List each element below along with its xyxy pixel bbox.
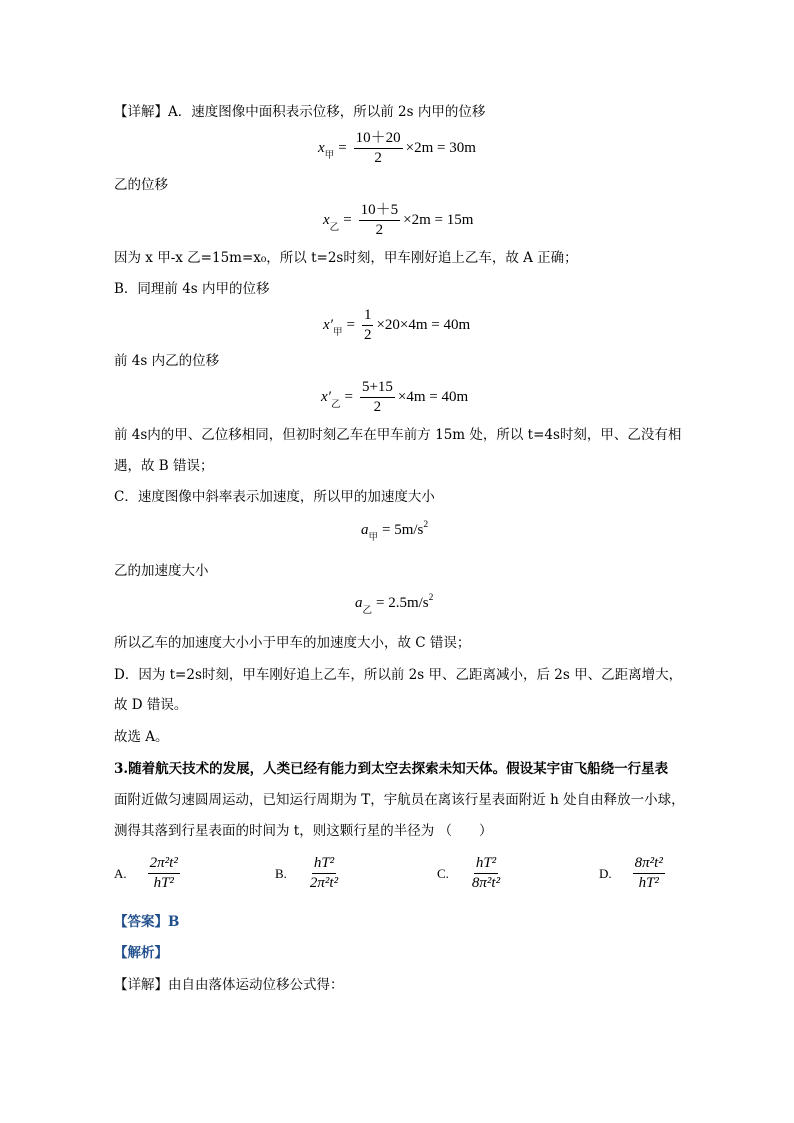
option-c: C. $\frac{\text{hT²}}{\text{8π²t²}}$ (437, 855, 501, 891)
text-line: 乙的位移 (114, 177, 168, 193)
equation-x-yi-2s: x 乙 = $\frac{10+5}{2}$ ×2m = 15m (323, 202, 474, 238)
answer-label: 【答案】B (114, 914, 180, 930)
equation-x-jia-4s: x′ 甲 = $\frac{1}{2}$ ×20×4m = 40m (323, 307, 471, 343)
detail-label: 【详解】由自由落体运动位移公式得： (114, 977, 344, 993)
text-line: 遇，故 B 错误； (114, 458, 214, 474)
question-line: 3.随着航天技术的发展，人类已经有能力到太空去探索未知天体。假设某宇宙飞船绕一行星表 (114, 761, 669, 777)
option-a: A. $\frac{\text{2π²t²}}{\text{hT²}}$ (114, 855, 178, 891)
text-line: 前 4s 内乙的位移 (114, 353, 220, 369)
equation-a-yi: a 乙 = 2.5m/s 2 (355, 592, 434, 616)
equation-a-jia: a 甲 = 5m/s 2 (361, 519, 429, 543)
text-line: 乙的加速度大小 (114, 563, 209, 579)
text-line: D．因为 t=2s时刻，甲车刚好追上乙车，所以前 2s 甲、乙距离减小，后 2s 甲、乙距离增大， (114, 667, 683, 683)
text-line: C．速度图像中斜率表示加速度，所以甲的加速度大小 (114, 489, 435, 505)
text-line: 故 D 错误。 (114, 697, 188, 713)
text-line: 所以乙车的加速度大小小于甲车的加速度大小，故 C 错误； (114, 635, 471, 651)
option-d: D. $\frac{\text{8π²t²}}{\text{hT²}}$ (599, 855, 663, 891)
equation-x-jia-2s: x 甲 = $\frac{10+20}{2}$ ×2m = 30m (318, 130, 476, 166)
text-line: 因为 x 甲-x 乙=15m=x₀，所以 t=2s时刻，甲车刚好追上乙车，故 A 正确； (114, 250, 578, 266)
text-line: B．同理前 4s 内甲的位移 (114, 281, 270, 297)
text-line: 【详解】A．速度图像中面积表示位移，所以前 2s 内甲的位移 (114, 104, 486, 120)
option-b: B. $\frac{\text{hT²}}{\text{2π²t²}}$ (275, 855, 339, 891)
question-line: 面附近做匀速圆周运动，已知运行周期为 T，宇航员在离该行星表面附近 h 处自由释放一小球， (114, 792, 685, 808)
text-line: 前 4s内的甲、乙位移相同，但初时刻乙车在甲车前方 15m 处，所以 t=4s时刻，甲、乙没有相 (114, 427, 682, 443)
text-line: 故选 A。 (114, 729, 169, 745)
equation-x-yi-4s: x′ 乙 = $\frac{5+15}{2}$ ×4m = 40m (321, 379, 469, 415)
question-line: 测得其落到行星表面的时间为 t，则这颗行星的半径为 （ ） (114, 823, 493, 839)
analysis-label: 【解析】 (114, 945, 168, 961)
